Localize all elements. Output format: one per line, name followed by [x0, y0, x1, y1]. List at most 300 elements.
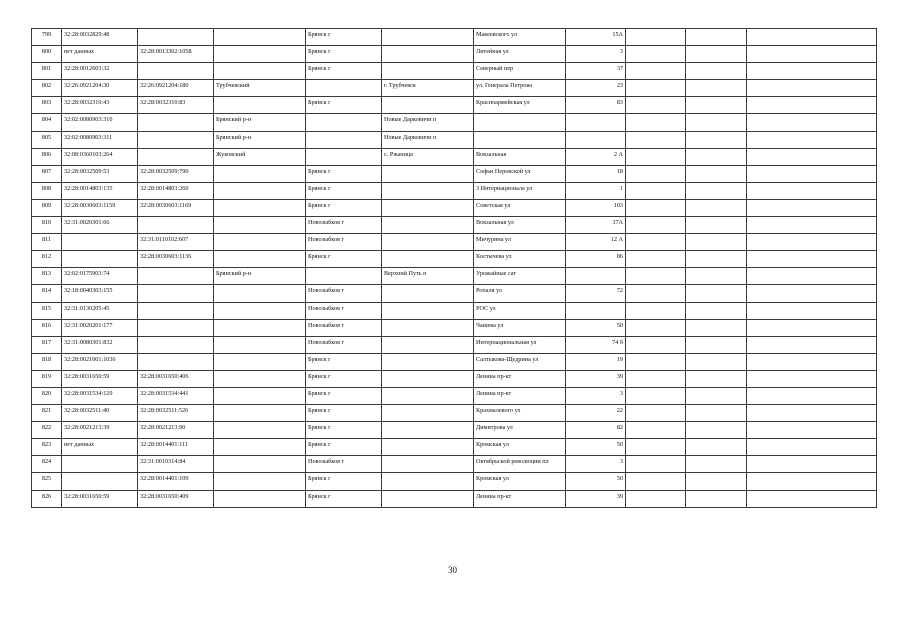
cell-house-number: 50	[566, 439, 626, 456]
cell-street: Октябрьской революции пл	[474, 456, 566, 473]
cell-extra-2	[686, 131, 747, 148]
cell-building-cadastral-number	[138, 319, 214, 336]
cell-cadastral-number: 32:08:0360103:264	[62, 148, 138, 165]
cell-extra-2	[686, 63, 747, 80]
cell-building-cadastral-number	[138, 148, 214, 165]
cell-settlement: Новые Дарковичи п	[382, 131, 474, 148]
cell-house-number: 39	[566, 370, 626, 387]
cell-row-number: 823	[32, 439, 62, 456]
cell-building-cadastral-number	[138, 63, 214, 80]
cell-street: Димитрова ул	[474, 422, 566, 439]
cell-row-number: 816	[32, 319, 62, 336]
cell-row-number: 802	[32, 80, 62, 97]
cell-street	[474, 114, 566, 131]
cell-extra-1	[626, 405, 686, 422]
cell-city: Новозыбков г	[306, 302, 382, 319]
cell-settlement: г. Трубчевск	[382, 80, 474, 97]
cell-cadastral-number: 32:28:0032829:48	[62, 29, 138, 46]
cell-extra-2	[686, 251, 747, 268]
table-row	[32, 114, 877, 131]
cell-extra-2	[686, 439, 747, 456]
cell-cadastral-number: 32:02:0080903:310	[62, 114, 138, 131]
cell-city: Брянск г	[306, 490, 382, 507]
cell-street: Софьи Перовской ул	[474, 165, 566, 182]
cell-settlement	[382, 182, 474, 199]
cell-building-cadastral-number	[138, 336, 214, 353]
cell-extra-3	[747, 473, 877, 490]
cell-street: 3 Интернационала ул	[474, 182, 566, 199]
cell-city: Брянск г	[306, 439, 382, 456]
cell-city: Брянск г	[306, 387, 382, 404]
cell-district	[214, 234, 306, 251]
cell-building-cadastral-number: 32:28:0014401:109	[138, 473, 214, 490]
cell-extra-2	[686, 387, 747, 404]
cell-city: Брянск г	[306, 29, 382, 46]
cell-building-cadastral-number	[138, 268, 214, 285]
cell-street	[474, 131, 566, 148]
cell-row-number: 810	[32, 217, 62, 234]
cell-extra-3	[747, 490, 877, 507]
cell-extra-1	[626, 285, 686, 302]
cell-building-cadastral-number: 32:28:0031534:441	[138, 387, 214, 404]
cell-cadastral-number: нет данных	[62, 439, 138, 456]
cell-street: Мичурина ул	[474, 234, 566, 251]
cell-house-number: 72	[566, 285, 626, 302]
cell-settlement	[382, 405, 474, 422]
table-row	[32, 199, 877, 216]
cell-extra-3	[747, 336, 877, 353]
cell-city: Брянск г	[306, 97, 382, 114]
cell-cadastral-number: 32:28:0030603:1159	[62, 199, 138, 216]
cell-extra-3	[747, 148, 877, 165]
cell-cadastral-number	[62, 456, 138, 473]
table-row	[32, 490, 877, 507]
cell-extra-1	[626, 29, 686, 46]
cell-extra-1	[626, 268, 686, 285]
cell-building-cadastral-number: 32:28:0014401:111	[138, 439, 214, 456]
cell-building-cadastral-number: 32:28:0013302:1058	[138, 46, 214, 63]
cell-city	[306, 268, 382, 285]
cell-row-number: 814	[32, 285, 62, 302]
cell-city: Брянск г	[306, 182, 382, 199]
cell-city: Новозыбков г	[306, 234, 382, 251]
table-row	[32, 439, 877, 456]
cell-settlement	[382, 302, 474, 319]
cell-extra-2	[686, 148, 747, 165]
cell-settlement	[382, 490, 474, 507]
cell-row-number: 818	[32, 353, 62, 370]
cell-extra-3	[747, 285, 877, 302]
cell-cadastral-number: 32:28:0032511:40	[62, 405, 138, 422]
cell-row-number: 815	[32, 302, 62, 319]
cell-extra-3	[747, 302, 877, 319]
cell-city: Новозыбков г	[306, 217, 382, 234]
cell-row-number: 801	[32, 63, 62, 80]
cell-settlement	[382, 319, 474, 336]
cell-extra-3	[747, 319, 877, 336]
cell-row-number: 824	[32, 456, 62, 473]
cell-row-number: 821	[32, 405, 62, 422]
cell-row-number: 813	[32, 268, 62, 285]
cell-city: Новозыбков г	[306, 456, 382, 473]
cell-extra-3	[747, 199, 877, 216]
cell-extra-3	[747, 439, 877, 456]
cell-settlement	[382, 336, 474, 353]
cell-extra-2	[686, 285, 747, 302]
cell-city: Брянск г	[306, 473, 382, 490]
cell-street: Вокзальная ул	[474, 217, 566, 234]
cell-city: Брянск г	[306, 370, 382, 387]
registry-rows	[32, 29, 877, 508]
table-row	[32, 131, 877, 148]
cell-extra-2	[686, 97, 747, 114]
cell-settlement	[382, 165, 474, 182]
cell-building-cadastral-number: 32:26:0921204:180	[138, 80, 214, 97]
cell-house-number	[566, 268, 626, 285]
cell-house-number: 18	[566, 165, 626, 182]
cell-building-cadastral-number: 32:28:0030603:1169	[138, 199, 214, 216]
cell-extra-2	[686, 217, 747, 234]
cell-cadastral-number: 32:28:0032310:43	[62, 97, 138, 114]
cell-house-number: 39	[566, 490, 626, 507]
cell-extra-1	[626, 387, 686, 404]
table-row	[32, 217, 877, 234]
cell-city: Брянск г	[306, 422, 382, 439]
cell-extra-2	[686, 114, 747, 131]
cell-district	[214, 405, 306, 422]
cell-city: Брянск г	[306, 63, 382, 80]
table-row	[32, 285, 877, 302]
cell-settlement	[382, 370, 474, 387]
cell-extra-3	[747, 80, 877, 97]
cell-settlement	[382, 63, 474, 80]
cell-extra-3	[747, 251, 877, 268]
cell-cadastral-number: 32:28:0031650:59	[62, 370, 138, 387]
cell-street: Урожайные сат	[474, 268, 566, 285]
cell-district	[214, 456, 306, 473]
cell-extra-2	[686, 456, 747, 473]
cell-district	[214, 63, 306, 80]
cell-street: Литейная ул	[474, 46, 566, 63]
cell-street: Ленина пр-кт	[474, 490, 566, 507]
cell-extra-2	[686, 370, 747, 387]
cell-house-number: 86	[566, 251, 626, 268]
cell-cadastral-number: 32:26:0921204:30	[62, 80, 138, 97]
cell-house-number: 3	[566, 456, 626, 473]
cell-extra-1	[626, 473, 686, 490]
cell-building-cadastral-number	[138, 285, 214, 302]
cell-extra-2	[686, 302, 747, 319]
cell-cadastral-number: 32:28:0032509:53	[62, 165, 138, 182]
cell-street: Красноармейская ул	[474, 97, 566, 114]
cell-extra-3	[747, 353, 877, 370]
cell-extra-2	[686, 199, 747, 216]
cell-building-cadastral-number: 32:28:0031650:409	[138, 490, 214, 507]
cell-extra-1	[626, 336, 686, 353]
cell-settlement	[382, 29, 474, 46]
cell-cadastral-number	[62, 234, 138, 251]
cell-extra-2	[686, 182, 747, 199]
cell-extra-2	[686, 46, 747, 63]
cell-extra-1	[626, 422, 686, 439]
cell-settlement	[382, 97, 474, 114]
cell-building-cadastral-number	[138, 29, 214, 46]
cell-cadastral-number: 32:31:0080301:832	[62, 336, 138, 353]
cell-house-number: 3	[566, 387, 626, 404]
cell-extra-3	[747, 387, 877, 404]
cell-cadastral-number	[62, 473, 138, 490]
cell-cadastral-number: 32:31:0020201:177	[62, 319, 138, 336]
cell-street: ул. Генерала Петрова	[474, 80, 566, 97]
cell-building-cadastral-number: 32:31:0010314:84	[138, 456, 214, 473]
cell-district	[214, 353, 306, 370]
cell-building-cadastral-number	[138, 353, 214, 370]
cell-extra-2	[686, 268, 747, 285]
cell-building-cadastral-number: 32:28:0031650:406	[138, 370, 214, 387]
table-row	[32, 387, 877, 404]
cell-extra-1	[626, 63, 686, 80]
cell-extra-1	[626, 319, 686, 336]
cell-extra-1	[626, 370, 686, 387]
cell-building-cadastral-number: 32:28:0014803:260	[138, 182, 214, 199]
cell-building-cadastral-number: 32:28:0030603:1136	[138, 251, 214, 268]
cell-row-number: 800	[32, 46, 62, 63]
cell-extra-3	[747, 63, 877, 80]
cell-extra-2	[686, 234, 747, 251]
cell-cadastral-number: 32:28:0021213:39	[62, 422, 138, 439]
cell-extra-2	[686, 165, 747, 182]
cell-building-cadastral-number	[138, 302, 214, 319]
cell-extra-1	[626, 302, 686, 319]
cell-street: Кромская ул	[474, 439, 566, 456]
cell-city	[306, 131, 382, 148]
cell-district: Трубчевский	[214, 80, 306, 97]
cell-extra-1	[626, 490, 686, 507]
cell-cadastral-number: 32:31:0020301:66	[62, 217, 138, 234]
cell-extra-3	[747, 131, 877, 148]
cell-cadastral-number: 32:28:0012603:32	[62, 63, 138, 80]
cell-district	[214, 285, 306, 302]
table-row	[32, 165, 877, 182]
cell-extra-1	[626, 251, 686, 268]
table-row	[32, 405, 877, 422]
cell-row-number: 805	[32, 131, 62, 148]
cell-street: Вокзальная	[474, 148, 566, 165]
cell-city: Брянск г	[306, 353, 382, 370]
cell-extra-2	[686, 490, 747, 507]
cell-house-number: 103	[566, 199, 626, 216]
cell-street: Северный пер	[474, 63, 566, 80]
cell-extra-1	[626, 148, 686, 165]
cell-settlement	[382, 217, 474, 234]
cell-extra-2	[686, 29, 747, 46]
cell-extra-2	[686, 336, 747, 353]
cell-city: Брянск г	[306, 405, 382, 422]
cell-building-cadastral-number	[138, 131, 214, 148]
cell-settlement	[382, 285, 474, 302]
cell-district	[214, 490, 306, 507]
cell-extra-1	[626, 114, 686, 131]
cell-row-number: 812	[32, 251, 62, 268]
cell-cadastral-number: 32:02:0080903:311	[62, 131, 138, 148]
cell-extra-1	[626, 97, 686, 114]
cell-district	[214, 439, 306, 456]
cell-city	[306, 80, 382, 97]
cell-row-number: 822	[32, 422, 62, 439]
cell-street: Макеевского ул	[474, 29, 566, 46]
cell-city: Новозыбков г	[306, 319, 382, 336]
cell-extra-3	[747, 268, 877, 285]
cell-district	[214, 97, 306, 114]
cell-house-number: 3	[566, 46, 626, 63]
cell-extra-1	[626, 439, 686, 456]
table-row	[32, 251, 877, 268]
cell-house-number	[566, 131, 626, 148]
table-row	[32, 46, 877, 63]
cell-extra-3	[747, 165, 877, 182]
cell-row-number: 820	[32, 387, 62, 404]
cell-house-number: 15А	[566, 29, 626, 46]
cell-extra-1	[626, 456, 686, 473]
cell-extra-1	[626, 182, 686, 199]
cell-settlement	[382, 234, 474, 251]
cell-street: Костычева ул	[474, 251, 566, 268]
cell-extra-2	[686, 353, 747, 370]
cell-house-number: 82	[566, 422, 626, 439]
cell-extra-3	[747, 422, 877, 439]
cell-extra-3	[747, 405, 877, 422]
cell-building-cadastral-number	[138, 114, 214, 131]
cell-house-number	[566, 302, 626, 319]
cell-extra-1	[626, 199, 686, 216]
cell-extra-3	[747, 217, 877, 234]
cell-house-number: 50	[566, 473, 626, 490]
cell-district: Брянский р-н	[214, 131, 306, 148]
table-row	[32, 456, 877, 473]
cell-row-number: 803	[32, 97, 62, 114]
cell-district	[214, 251, 306, 268]
cell-city	[306, 114, 382, 131]
cell-building-cadastral-number	[138, 217, 214, 234]
cell-cadastral-number: 32:28:0031650:59	[62, 490, 138, 507]
cell-district	[214, 422, 306, 439]
table-row	[32, 268, 877, 285]
cell-cadastral-number	[62, 251, 138, 268]
cell-row-number: 808	[32, 182, 62, 199]
cell-extra-3	[747, 46, 877, 63]
cell-settlement: с. Ржаница	[382, 148, 474, 165]
cell-row-number: 806	[32, 148, 62, 165]
cell-extra-1	[626, 131, 686, 148]
cell-cadastral-number: 32:31:0130205:45	[62, 302, 138, 319]
cell-street: Ленина пр-кт	[474, 387, 566, 404]
cell-house-number: 19	[566, 353, 626, 370]
cell-city: Новозыбков г	[306, 336, 382, 353]
cell-house-number: 50	[566, 319, 626, 336]
cell-street: Кромская ул	[474, 473, 566, 490]
cell-city: Брянск г	[306, 251, 382, 268]
cell-cadastral-number: 32:28:0021001:1036	[62, 353, 138, 370]
table-row	[32, 319, 877, 336]
cell-district	[214, 165, 306, 182]
cell-house-number: 83	[566, 97, 626, 114]
cell-house-number	[566, 114, 626, 131]
cell-district	[214, 302, 306, 319]
cell-street: Салтыкова-Щедрина ул	[474, 353, 566, 370]
cell-row-number: 819	[32, 370, 62, 387]
cell-settlement	[382, 199, 474, 216]
cell-district	[214, 182, 306, 199]
cell-district	[214, 46, 306, 63]
cell-row-number: 804	[32, 114, 62, 131]
cell-extra-2	[686, 405, 747, 422]
cell-settlement	[382, 387, 474, 404]
cell-extra-1	[626, 46, 686, 63]
cell-district	[214, 370, 306, 387]
table-row	[32, 97, 877, 114]
cell-district	[214, 199, 306, 216]
cell-extra-1	[626, 353, 686, 370]
cell-district: Жуковский	[214, 148, 306, 165]
cell-building-cadastral-number: 32:28:0032509:790	[138, 165, 214, 182]
cell-extra-3	[747, 182, 877, 199]
cell-house-number: 74 б	[566, 336, 626, 353]
cell-building-cadastral-number: 32:31:0110102:607	[138, 234, 214, 251]
cell-extra-3	[747, 234, 877, 251]
cell-settlement	[382, 251, 474, 268]
table-row	[32, 63, 877, 80]
cell-district	[214, 336, 306, 353]
cell-settlement	[382, 439, 474, 456]
cell-street: Интернациональная ул	[474, 336, 566, 353]
cell-city: Брянск г	[306, 46, 382, 63]
table-row	[32, 29, 877, 46]
cell-cadastral-number: 32:28:0031534:129	[62, 387, 138, 404]
cell-cadastral-number: 32:02:0175903:74	[62, 268, 138, 285]
cell-district: Брянский р-н	[214, 114, 306, 131]
cell-row-number: 826	[32, 490, 62, 507]
cell-street: Ленина пр-кт	[474, 370, 566, 387]
table-row	[32, 148, 877, 165]
cell-extra-3	[747, 114, 877, 131]
cell-settlement	[382, 473, 474, 490]
cell-row-number: 817	[32, 336, 62, 353]
table-row	[32, 336, 877, 353]
cell-extra-3	[747, 370, 877, 387]
cell-city: Брянск г	[306, 165, 382, 182]
cell-extra-3	[747, 97, 877, 114]
cell-street: Ропаля ул	[474, 285, 566, 302]
cell-street: Крахмалевого ул	[474, 405, 566, 422]
cell-district	[214, 319, 306, 336]
cell-cadastral-number: 32:18:0040303:155	[62, 285, 138, 302]
table-row	[32, 234, 877, 251]
cell-city: Брянск г	[306, 199, 382, 216]
cell-extra-2	[686, 319, 747, 336]
cell-extra-1	[626, 80, 686, 97]
cell-settlement: Новые Дарковичи п	[382, 114, 474, 131]
cell-settlement	[382, 46, 474, 63]
cell-district	[214, 217, 306, 234]
cell-row-number: 799	[32, 29, 62, 46]
cell-extra-3	[747, 29, 877, 46]
cell-street: Советская ул	[474, 199, 566, 216]
cell-house-number: 12 А	[566, 234, 626, 251]
cell-house-number: 37	[566, 63, 626, 80]
cell-row-number: 811	[32, 234, 62, 251]
cell-extra-3	[747, 456, 877, 473]
cell-cadastral-number: 32:28:0014803:135	[62, 182, 138, 199]
